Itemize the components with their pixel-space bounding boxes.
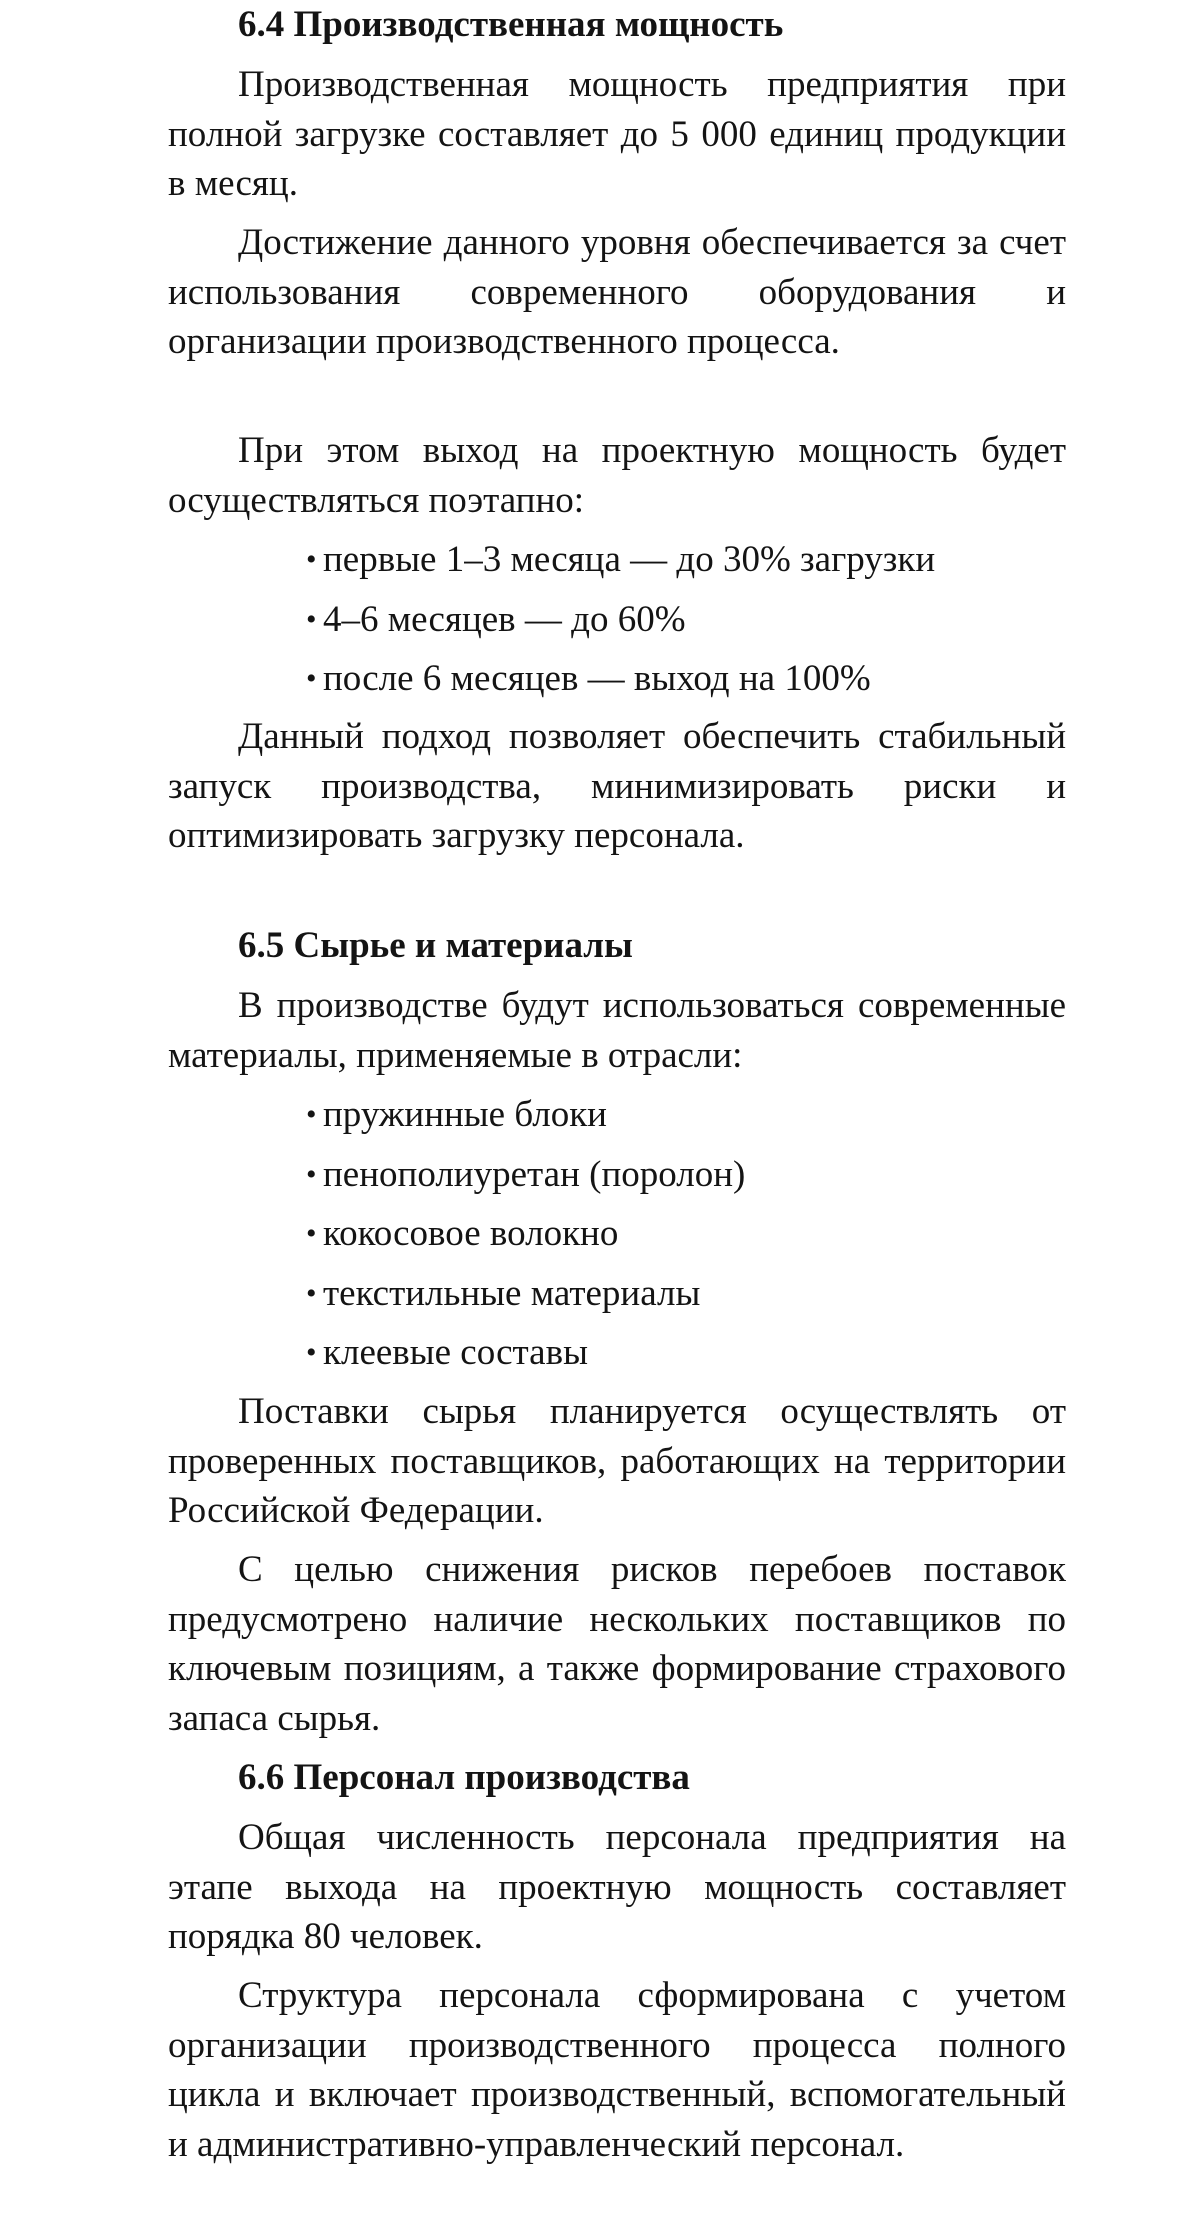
list-item: • после 6 месяцев — выход на 100% bbox=[168, 649, 1066, 709]
paragraph: С целью снижения рисков перебоев поставок предусмотрено наличие нескольких поставщиков по ключевым позициям, а также формирование страхового запаса сырья. bbox=[168, 1549, 1066, 1739]
paragraph: Производственная мощность предприятия при полной загрузке составляет до 5 000 единиц продукции в месяц. bbox=[168, 64, 1066, 204]
bullet-icon: • bbox=[306, 1217, 317, 1250]
bullet-icon: • bbox=[306, 662, 317, 695]
bullet-icon: • bbox=[306, 543, 317, 576]
paragraph: Достижение данного уровня обеспечивается за счет использования современного оборудования и организации производственного процесса. bbox=[168, 222, 1066, 362]
paragraph: Поставки сырья планируется осуществлять от проверенных поставщиков, работающих на территории Российской Федерации. bbox=[168, 1391, 1066, 1531]
bullet-icon: • bbox=[306, 1276, 317, 1310]
list-item: • пружинные блоки bbox=[168, 1085, 1066, 1145]
section-heading-6-5: 6.5 Сырье и материалы bbox=[238, 925, 633, 966]
bullet-icon: • bbox=[306, 602, 317, 636]
list-item: • пенополиуретан (поролон) bbox=[168, 1145, 1066, 1205]
paragraph: Общая численность персонала предприятия на этапе выхода на проектную мощность составляет порядка 80 человек. bbox=[168, 1817, 1066, 1957]
bullet-icon: • bbox=[306, 1336, 317, 1369]
list-item: • первые 1–3 месяца — до 30% загрузки bbox=[168, 530, 1066, 590]
list-item: • кокосовое волокно bbox=[168, 1204, 1066, 1264]
materials-list bbox=[168, 1085, 1066, 1383]
paragraph: Структура персонала сформирована с учетом организации производственного процесса полного цикла и включает производственный, вспомогательный и административно-управленческий персонал. bbox=[168, 1975, 1066, 2165]
section-heading-6-4: 6.4 Производственная мощность bbox=[238, 4, 784, 45]
bullet-icon: • bbox=[306, 1157, 317, 1191]
paragraph: В производстве будут использоваться современные материалы, применяемые в отрасли: bbox=[168, 985, 1066, 1076]
production-phases-list bbox=[168, 530, 1066, 709]
section-heading-6-6: 6.6 Персонал производства bbox=[238, 1757, 690, 1798]
bullet-icon: • bbox=[306, 1098, 317, 1131]
list-item: • текстильные материалы bbox=[168, 1264, 1066, 1324]
paragraph: Данный подход позволяет обеспечить стабильный запуск производства, минимизировать риски и оптимизировать загрузку персонала. bbox=[168, 716, 1066, 856]
list-item: • 4–6 месяцев — до 60% bbox=[168, 590, 1066, 650]
list-item: • клеевые составы bbox=[168, 1323, 1066, 1383]
paragraph: При этом выход на проектную мощность будет осуществляться поэтапно: bbox=[168, 430, 1066, 521]
